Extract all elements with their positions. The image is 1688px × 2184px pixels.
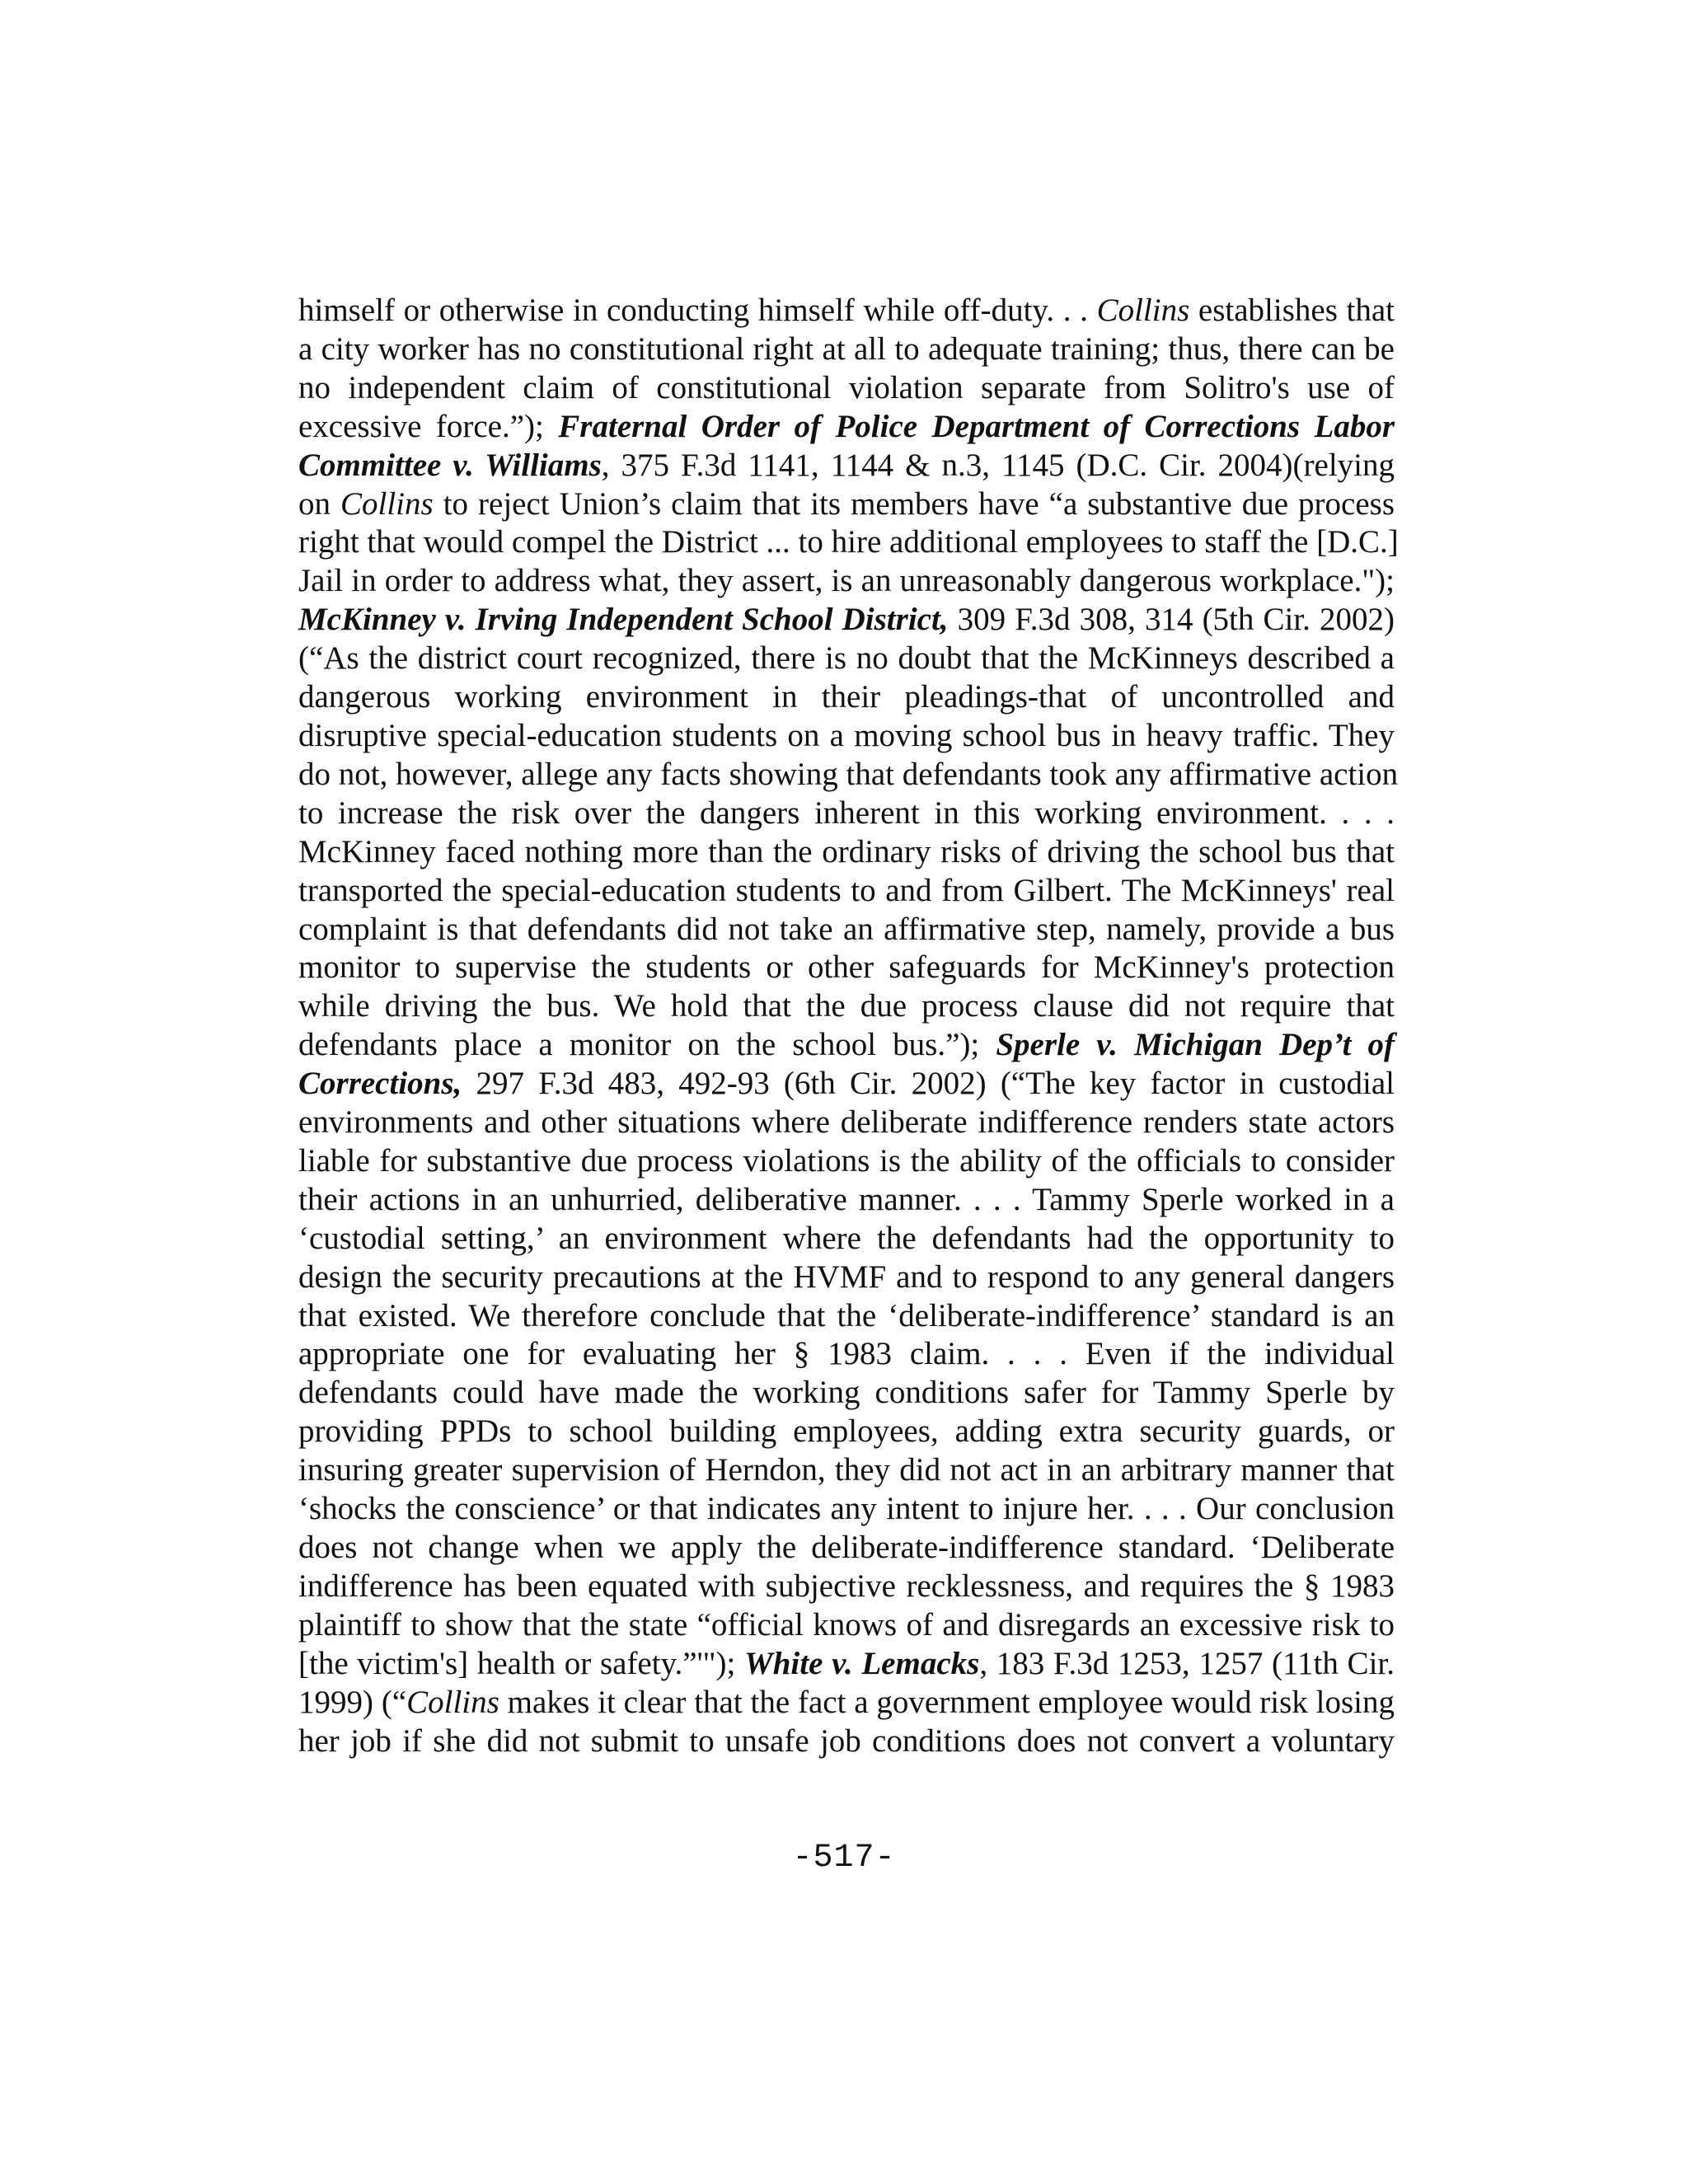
case-citation: Fraternal Order of Police Department of Corrections Labor: [558, 408, 1395, 444]
text-run: plaintiff to show that the state “official knows of and disregards an excessive risk to: [298, 1606, 1395, 1643]
text-run: does not change when we apply the deliberate-indifference standard. ‘Deliberate: [298, 1530, 1395, 1565]
text-run: indifference has been equated with subjective recklessness, and requires the § 1983: [298, 1568, 1395, 1604]
text-line: [298, 1374, 1395, 1413]
text-line: [298, 987, 1395, 1026]
text-line: [298, 833, 1395, 872]
text-run: that existed. We therefore conclude that the ‘deliberate-indifference’ standard is an: [298, 1297, 1395, 1333]
text-line: [298, 872, 1395, 911]
case-citation: White v. Lemacks: [744, 1645, 980, 1681]
text-line: [298, 1142, 1395, 1181]
text-run: excessive force.”);: [298, 408, 559, 444]
text-run: [the victim's] health or safety.”'");: [298, 1645, 745, 1681]
text-line: [298, 1104, 1395, 1142]
text-line: [298, 911, 1395, 949]
text-line: [298, 1722, 1395, 1761]
text-run: defendants place a monitor on the school bus.”);: [298, 1027, 996, 1063]
text-run: 309 F.3d 308, 314 (5th Cir. 2002): [948, 602, 1395, 638]
text-line: [298, 447, 1395, 485]
text-run: ‘custodial setting,’ an environment where the defendants had the opportunity to: [298, 1220, 1395, 1256]
case-citation: Sperle v. Michigan Dep’t of: [996, 1027, 1395, 1063]
case-reference: Collins: [340, 485, 434, 522]
text-line: [298, 292, 1395, 330]
text-run: (“As the district court recognized, there is no doubt that the McKinneys described a: [298, 640, 1395, 677]
text-line: [298, 794, 1395, 833]
text-line: [298, 1413, 1395, 1451]
text-line: [298, 1606, 1395, 1645]
text-run: do not, however, allege any facts showing that defendants took any affirmative action: [298, 756, 1399, 792]
text-run: makes it clear that the fact a government employee would risk losing: [499, 1684, 1395, 1720]
text-line: [298, 1258, 1395, 1297]
text-run: a city worker has no constitutional right at all to adequate training; thus, there can be: [298, 330, 1395, 367]
text-run: no independent claim of constitutional violation separate from Solitro's use of: [298, 369, 1395, 405]
text-run: liable for substantive due process violations is the ability of the officials to consider: [298, 1142, 1395, 1179]
text-run: environments and other situations where deliberate indifference renders state actors: [298, 1104, 1395, 1141]
text-run: himself or otherwise in conducting himself while off-duty. . .: [298, 293, 1097, 328]
text-run: monitor to supervise the students or other safeguards for McKinney's protection: [298, 949, 1395, 986]
text-run: to increase the risk over the dangers inherent in this working environment. . . .: [298, 794, 1395, 831]
text-line: [298, 1065, 1395, 1104]
text-run: design the security precautions at the HVMF and to respond to any general dangers: [298, 1258, 1395, 1295]
text-line: [298, 1568, 1395, 1606]
text-line: [298, 562, 1395, 601]
text-line: [298, 640, 1395, 678]
text-run: complaint is that defendants did not take an affirmative step, namely, provide a bus: [298, 911, 1395, 947]
text-line: [298, 678, 1395, 717]
case-citation: Corrections,: [298, 1066, 462, 1102]
text-run: their actions in an unhurried, deliberative manner. . . . Tammy Sperle worked in a: [298, 1181, 1395, 1217]
text-line: [298, 1645, 1395, 1684]
text-line: [298, 756, 1399, 794]
text-run: defendants could have made the working conditions safer for Tammy Sperle by: [298, 1375, 1395, 1411]
text-run: disruptive special-education students on a moving school bus in heavy traffic. They: [298, 717, 1395, 753]
page-number: -517-: [792, 1840, 896, 1877]
text-line: [298, 1684, 1395, 1722]
text-run: her job if she did not submit to unsafe job conditions does not convert a voluntary: [298, 1722, 1395, 1759]
text-run: while driving the bus. We hold that the due process clause did not require that: [298, 988, 1395, 1024]
text-line: [298, 1529, 1395, 1568]
case-reference: Collins: [406, 1684, 499, 1720]
text-line: [298, 949, 1395, 987]
text-run: to reject Union’s claim that its members have “a substantive due process: [433, 485, 1395, 522]
text-run: insuring greater supervision of Herndon, they did not act in an arbitrary manner that: [298, 1452, 1395, 1488]
text-line: [298, 1220, 1395, 1258]
text-run: ‘shocks the conscience’ or that indicates any intent to injure her. . . . Our conclusion: [298, 1491, 1395, 1527]
text-run: , 375 F.3d 1141, 1144 & n.3, 1145 (D.C. Cir. 2004)(relying: [601, 447, 1395, 483]
text-line: [298, 330, 1395, 369]
text-run: transported the special-education students to and from Gilbert. The McKinneys' real: [298, 872, 1395, 908]
body-text: [298, 292, 1399, 1760]
text-run: dangerous working environment in their pleadings-that of uncontrolled and: [298, 679, 1395, 715]
text-run: , 183 F.3d 1253, 1257 (11th Cir.: [979, 1645, 1395, 1681]
text-run: establishes that: [1189, 293, 1395, 328]
text-line: [298, 1490, 1395, 1529]
text-run: McKinney faced nothing more than the ordinary risks of driving the school bus that: [298, 833, 1395, 869]
text-line: [298, 717, 1395, 756]
text-run: on: [298, 485, 340, 522]
case-citation: McKinney v. Irving Independent School District,: [298, 602, 949, 638]
text-line: [298, 1335, 1395, 1374]
text-line: [298, 485, 1395, 524]
case-reference: Collins: [1096, 293, 1190, 328]
text-run: 297 F.3d 483, 492-93 (6th Cir. 2002) (“The key factor in custodial: [462, 1066, 1395, 1102]
text-line: [298, 1026, 1395, 1065]
text-line: [298, 1297, 1395, 1336]
text-line: [298, 523, 1399, 562]
case-citation: Committee v. Williams: [298, 447, 602, 483]
text-line: [298, 408, 1395, 447]
text-run: providing PPDs to school building employees, adding extra security guards, or: [298, 1413, 1395, 1450]
text-run: 1999) (“: [298, 1684, 407, 1720]
text-run: Jail in order to address what, they assert, is an unreasonably dangerous workplace.");: [298, 563, 1395, 599]
text-run: right that would compel the District ... to hire additional employees to staff the [D.C.]: [298, 524, 1399, 560]
text-line: [298, 1181, 1395, 1220]
text-run: appropriate one for evaluating her § 1983 claim. . . . Even if the individual: [298, 1336, 1395, 1372]
text-line: [298, 601, 1395, 640]
text-line: [298, 1451, 1395, 1490]
text-line: [298, 369, 1395, 408]
